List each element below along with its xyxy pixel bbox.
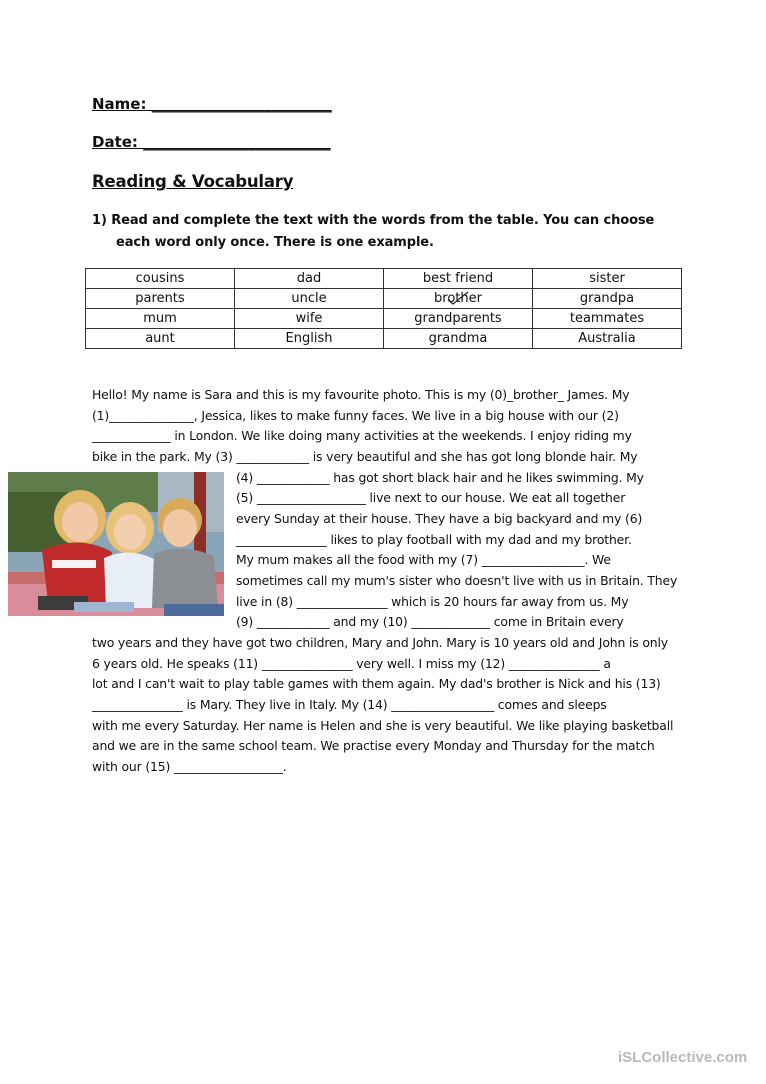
text-line: every Sunday at their house. They have a big backyard and my (6) xyxy=(236,511,643,526)
footer-watermark: iSLCollective.com xyxy=(618,1049,748,1066)
text-line: sometimes call my mum's sister who doesn't live with us in Britain. They xyxy=(236,573,678,588)
text-line: and we are in the same school team. We practise every Monday and Thursday for the match xyxy=(92,738,655,753)
word-cell: Australia xyxy=(533,329,682,349)
text-line: (1)______________, Jessica, likes to make funny faces. We live in a big house with our (2) xyxy=(92,408,619,423)
word-cell: best friend xyxy=(384,269,533,289)
word-cell: mum xyxy=(86,309,235,329)
word-cell: aunt xyxy=(86,329,235,349)
word-cell: wife xyxy=(235,309,384,329)
text-line: (5) __________________ live next to our house. We eat all together xyxy=(236,490,626,505)
text-line: (9) ____________ and my (10) _____________ come in Britain every xyxy=(236,614,624,629)
section-title: Reading & Vocabulary xyxy=(92,172,294,191)
text-line: 6 years old. He speaks (11) _______________ very well. I miss my (12) _______________ a xyxy=(92,656,611,671)
text-line: _______________ likes to play football with my dad and my brother. xyxy=(236,532,632,547)
name-field-label: Name: ________________________ xyxy=(92,95,332,113)
task-instruction-line-2: each word only once. There is one example. xyxy=(116,235,434,250)
word-cell: cousins xyxy=(86,269,235,289)
task-instruction-line-1: 1) Read and complete the text with the words from the table. You can choose xyxy=(92,213,655,228)
word-cell: English xyxy=(235,329,384,349)
word-cell-used-example xyxy=(384,289,533,309)
text-line: with our (15) __________________. xyxy=(92,759,287,774)
word-cell: grandpa xyxy=(533,289,682,309)
table-row xyxy=(86,329,682,349)
word-cell: grandma xyxy=(384,329,533,349)
text-line: My mum makes all the food with my (7) _________________. We xyxy=(236,552,611,567)
text-line: live in (8) _______________ which is 20 hours far away from us. My xyxy=(236,594,629,609)
text-line: Hello! My name is Sara and this is my favourite photo. This is my (0)_brother_ James. My xyxy=(92,387,630,402)
word-cell: uncle xyxy=(235,289,384,309)
word-cell: sister xyxy=(533,269,682,289)
task-instruction xyxy=(92,210,654,254)
table-row xyxy=(86,269,682,289)
children-photo-illustration xyxy=(8,472,224,616)
text-line: with me every Saturday. Her name is Helen and she is very beautiful. We like playing basketball xyxy=(92,718,674,733)
text-line: _______________ is Mary. They live in Italy. My (14) _________________ comes and sleeps xyxy=(92,697,607,712)
word-cell: teammates xyxy=(533,309,682,329)
word-cell-text: brother xyxy=(434,291,482,306)
word-cell: dad xyxy=(235,269,384,289)
text-line: _____________ in London. We like doing many activities at the weekends. I enjoy riding my xyxy=(92,428,632,443)
word-cell: grandparents xyxy=(384,309,533,329)
text-line: two years and they have got two children, Mary and John. Mary is 10 years old and John is only xyxy=(92,635,668,650)
word-cell: parents xyxy=(86,289,235,309)
date-field-label: Date: _________________________ xyxy=(92,133,331,151)
text-line: lot and I can't wait to play table games with them again. My dad's brother is Nick and his (13) xyxy=(92,676,661,691)
word-bank-table xyxy=(85,268,682,349)
text-line: bike in the park. My (3) ____________ is very beautiful and she has got long blonde hair. My xyxy=(92,449,638,464)
checkmark-strike-icon xyxy=(446,290,470,306)
table-row xyxy=(86,289,682,309)
children-photo xyxy=(8,472,224,616)
table-row xyxy=(86,309,682,329)
text-line: (4) ____________ has got short black hair and he likes swimming. My xyxy=(236,470,644,485)
